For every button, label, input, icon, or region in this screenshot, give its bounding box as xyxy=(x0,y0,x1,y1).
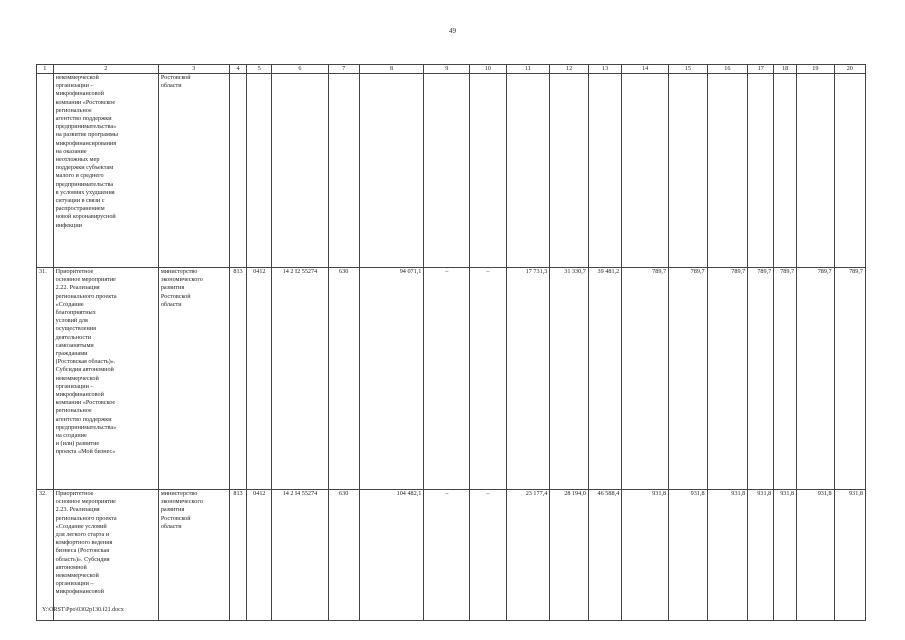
cell-rzpr: 0412 xyxy=(247,268,272,490)
column-header-7: 7 xyxy=(328,65,359,74)
cell-vr xyxy=(328,74,359,268)
cell-v12 xyxy=(550,74,589,268)
column-header-4: 4 xyxy=(229,65,247,74)
cell-v12: 31 330,7 xyxy=(550,268,589,490)
cell-v13: 39 481,2 xyxy=(588,268,621,490)
cell-v12: 28 194,0 xyxy=(550,490,589,621)
cell-v11 xyxy=(506,74,550,268)
cell-v9 xyxy=(424,74,470,268)
cell-name: Приоритетное основное мероприятие 2.23. Реализация регионального проекта «Создание условий для легкого старта и комфортного ведения бизнеса (Ростовская область)». Субсидия автономной некоммерческой организации – микрофинансовой xyxy=(53,490,158,621)
column-header-3: 3 xyxy=(158,65,229,74)
column-header-8: 8 xyxy=(359,65,424,74)
cell-v14: 931,8 xyxy=(622,490,669,621)
cell-grbs: 813 xyxy=(229,490,247,621)
budget-table xyxy=(36,64,866,621)
column-header-11: 11 xyxy=(506,65,550,74)
cell-executor: министерство экономического развития Ростовской области xyxy=(158,268,229,490)
cell-total xyxy=(359,74,424,268)
cell-v19: 931,8 xyxy=(797,490,834,621)
cell-v16: 931,8 xyxy=(707,490,748,621)
table-body xyxy=(37,74,866,621)
cell-v18: 789,7 xyxy=(774,268,797,490)
cell-v11: 23 177,4 xyxy=(506,490,550,621)
cell-csr xyxy=(272,74,328,268)
cell-v19 xyxy=(797,74,834,268)
column-header-19: 19 xyxy=(797,65,834,74)
cell-grbs xyxy=(229,74,247,268)
cell-executor: министерство экономического развития Ростовской области xyxy=(158,490,229,621)
cell-name: Приоритетное основное мероприятие 2.22. Реализация регионального проекта «Создание благоприятных условий для осуществления деятельности самозанятыми гражданами (Ростовская область)». Субсидия автономной некоммерческой организации – микрофинансовой компании «Ростовское региональное агентство поддержки предпринимательства» на создание и (или) развитие проекта «Мой бизнес» xyxy=(53,268,158,490)
cell-v18: 931,8 xyxy=(774,490,797,621)
cell-v17: 931,8 xyxy=(748,490,774,621)
cell-v14: 789,7 xyxy=(622,268,669,490)
cell-v13: 46 588,4 xyxy=(588,490,621,621)
column-header-10: 10 xyxy=(470,65,506,74)
cell-v10: – xyxy=(470,490,506,621)
cell-executor: Ростовской области xyxy=(158,74,229,268)
cell-csr: 14 2 I2 55274 xyxy=(272,268,328,490)
cell-rzpr: 0412 xyxy=(247,490,272,621)
column-header-6: 6 xyxy=(272,65,328,74)
cell-num: 31. xyxy=(37,268,54,490)
table-row xyxy=(37,268,866,490)
cell-v14 xyxy=(622,74,669,268)
cell-v15 xyxy=(669,74,708,268)
column-header-13: 13 xyxy=(588,65,621,74)
cell-v10 xyxy=(470,74,506,268)
cell-v18 xyxy=(774,74,797,268)
header-row xyxy=(37,65,866,74)
cell-rzpr xyxy=(247,74,272,268)
cell-v16: 789,7 xyxy=(707,268,748,490)
cell-v13 xyxy=(588,74,621,268)
table-row xyxy=(37,490,866,621)
column-header-2: 2 xyxy=(53,65,158,74)
cell-total: 104 482,1 xyxy=(359,490,424,621)
cell-num xyxy=(37,74,54,268)
cell-v15: 931,8 xyxy=(669,490,708,621)
cell-v9: – xyxy=(424,490,470,621)
column-header-14: 14 xyxy=(622,65,669,74)
cell-v20 xyxy=(834,74,865,268)
column-header-15: 15 xyxy=(669,65,708,74)
cell-name: некоммерческой организации – микрофинансовой компании «Ростовское региональное агентство поддержки предпринимательства» на развитие программы микрофинансирования на оказание неотложных мер поддержки субъектам малого и среднего предпринимательства в условиях ухудшения ситуации в связи с распространением новой коронавирусной инфекции xyxy=(53,74,158,268)
footer-file-path: Y:\ORST\Ppo\0302p130.f21.docx xyxy=(42,607,124,613)
cell-v11: 17 731,3 xyxy=(506,268,550,490)
cell-grbs: 813 xyxy=(229,268,247,490)
cell-total: 94 071,1 xyxy=(359,268,424,490)
cell-csr: 14 2 I4 55274 xyxy=(272,490,328,621)
table-row xyxy=(37,74,866,268)
column-header-12: 12 xyxy=(550,65,589,74)
cell-v20: 789,7 xyxy=(834,268,865,490)
column-header-5: 5 xyxy=(247,65,272,74)
column-header-20: 20 xyxy=(834,65,865,74)
cell-v17 xyxy=(748,74,774,268)
column-header-9: 9 xyxy=(424,65,470,74)
cell-v20: 931,8 xyxy=(834,490,865,621)
cell-num: 32. xyxy=(37,490,54,621)
cell-vr: 630 xyxy=(328,268,359,490)
page-number: 49 xyxy=(449,27,456,35)
cell-vr: 630 xyxy=(328,490,359,621)
cell-v19: 789,7 xyxy=(797,268,834,490)
cell-v15: 789,7 xyxy=(669,268,708,490)
cell-v16 xyxy=(707,74,748,268)
column-header-16: 16 xyxy=(707,65,748,74)
cell-v17: 789,7 xyxy=(748,268,774,490)
column-header-1: 1 xyxy=(37,65,54,74)
cell-v10: – xyxy=(470,268,506,490)
column-header-17: 17 xyxy=(748,65,774,74)
cell-v9: – xyxy=(424,268,470,490)
column-header-18: 18 xyxy=(774,65,797,74)
